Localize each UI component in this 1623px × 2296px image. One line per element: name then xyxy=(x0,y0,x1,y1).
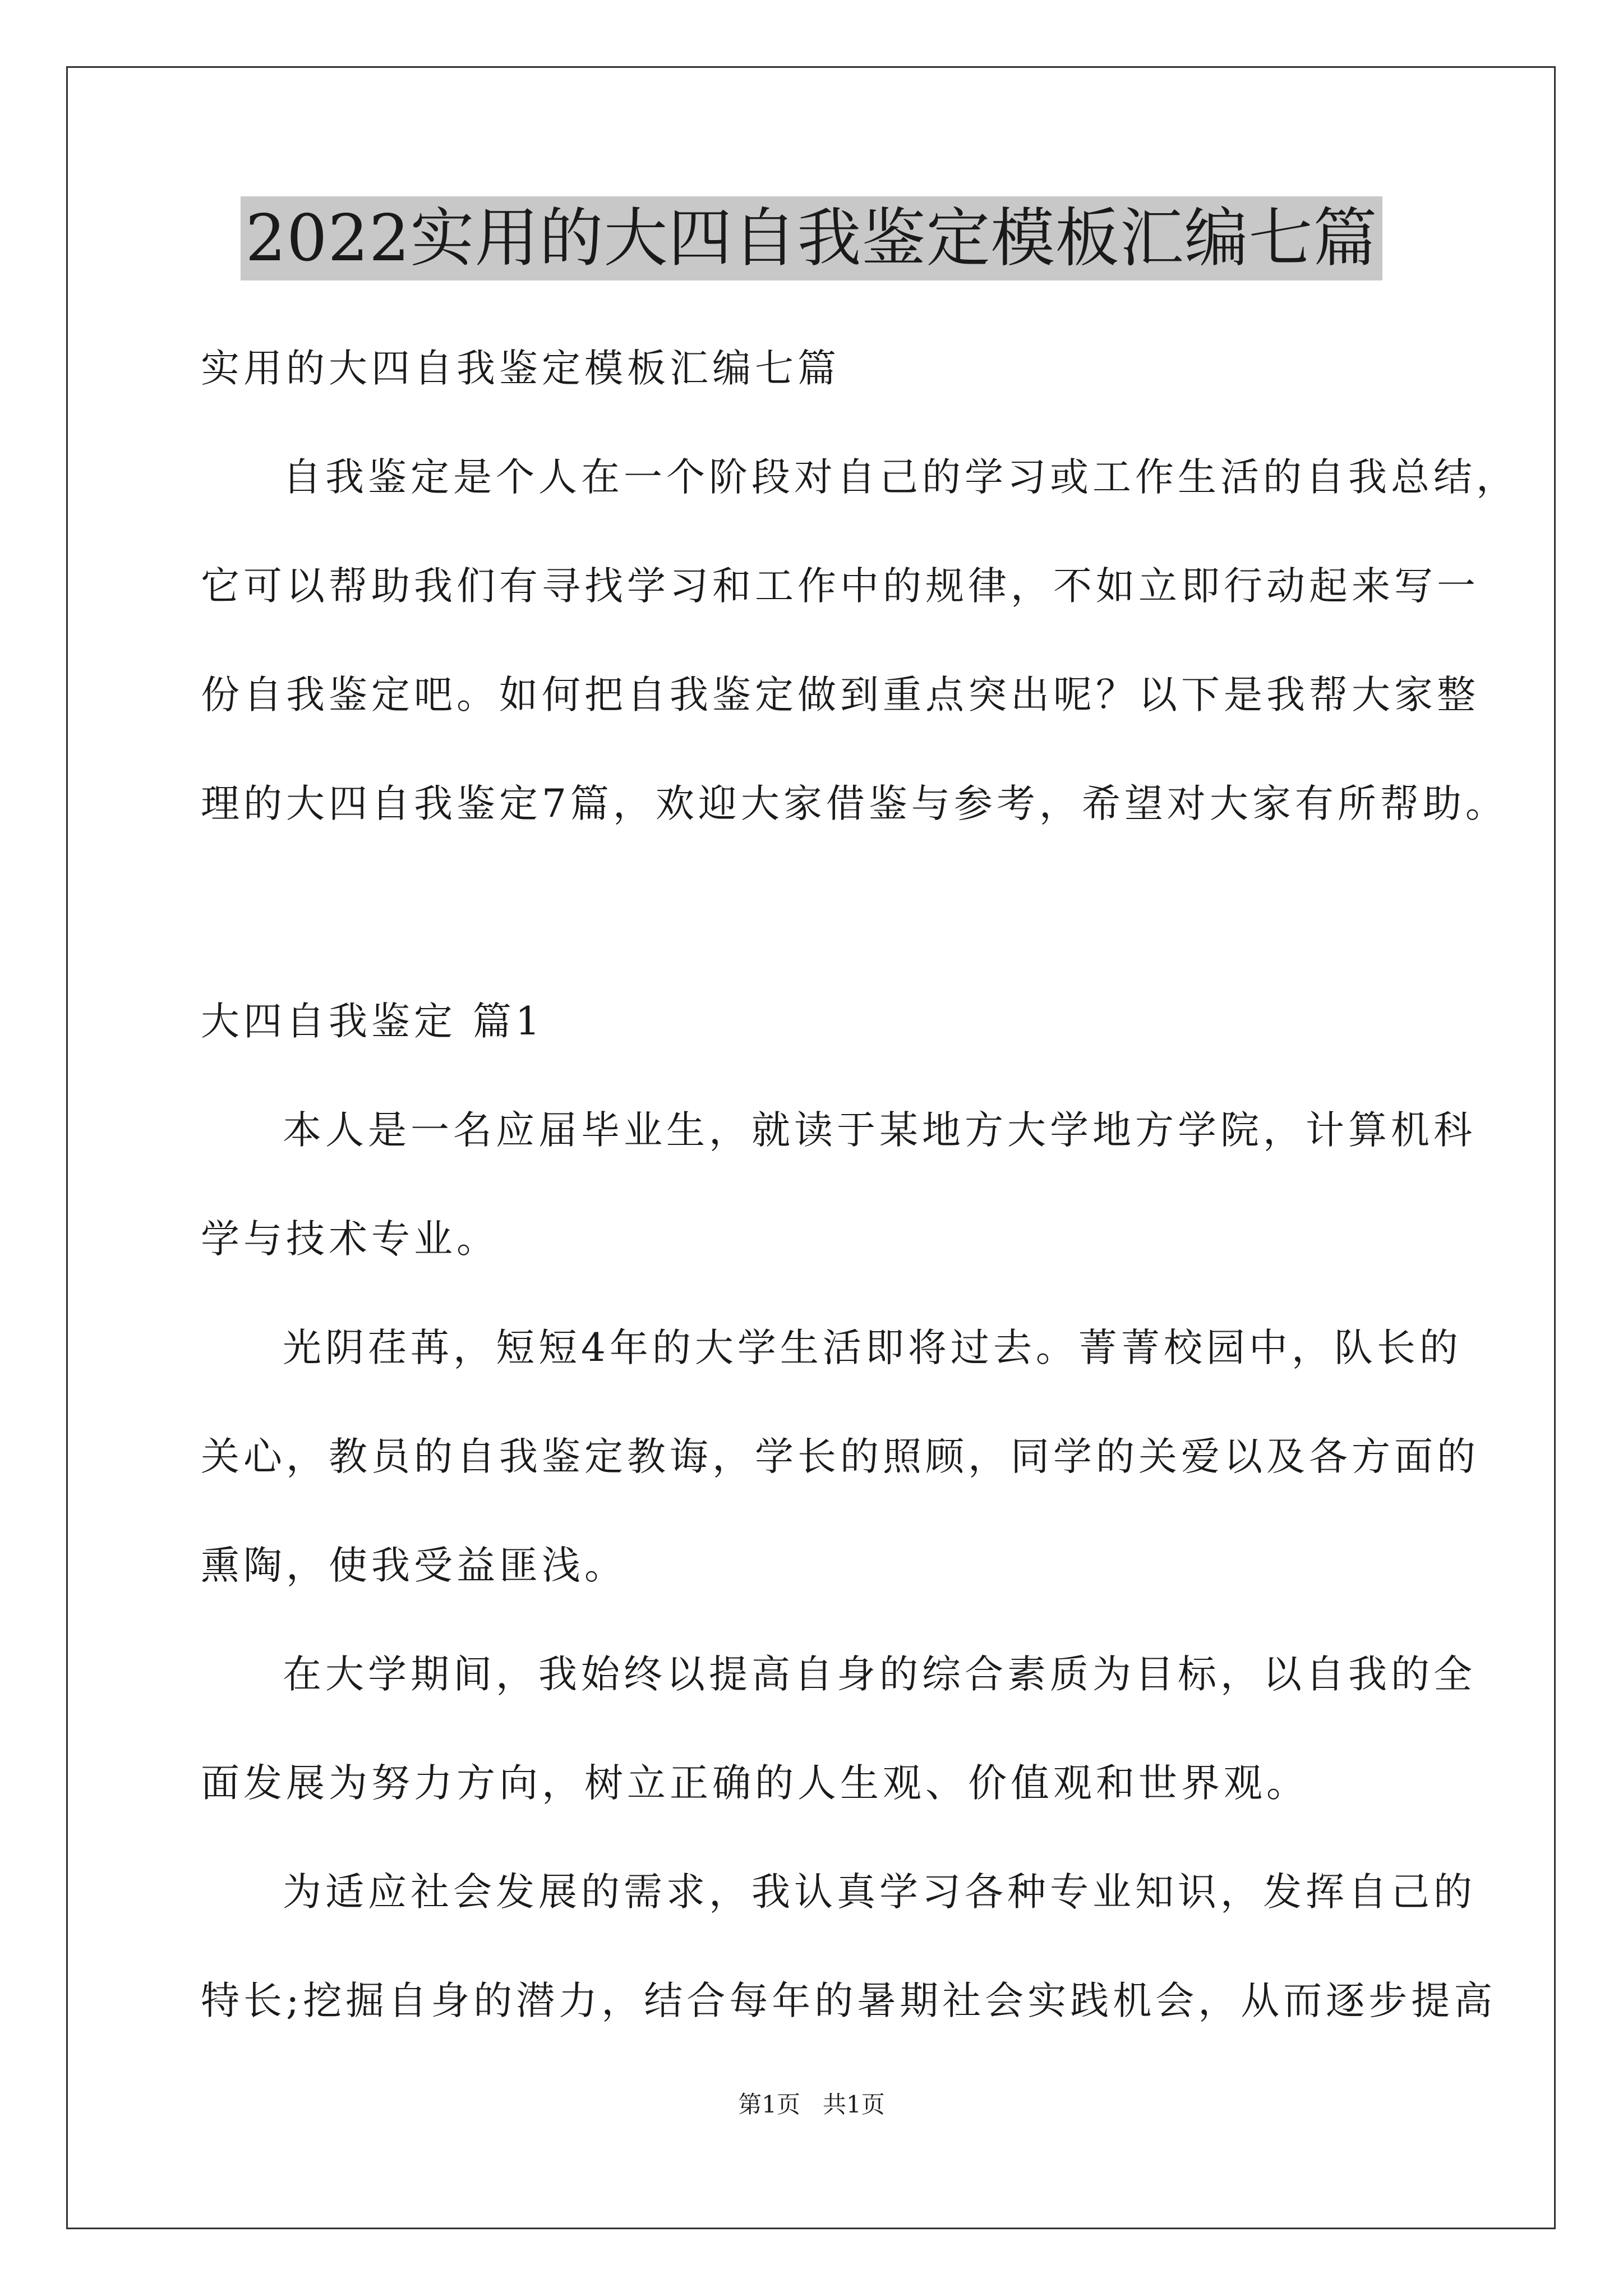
document-body xyxy=(201,314,1519,2055)
text-line: 自我鉴定是个人在一个阶段对自己的学习或工作生活的自我总结， xyxy=(283,455,1519,500)
text-line: 关心，教员的自我鉴定教诲，学长的照顾，同学的关爱以及各方面的 xyxy=(201,1434,1479,1479)
text-line: 实用的大四自我鉴定模板汇编七篇 xyxy=(201,346,840,391)
text-line: 它可以帮助我们有寻找学习和工作中的规律，不如立即行动起来写一 xyxy=(201,564,1479,609)
text-line: 面发展为努力方向，树立正确的人生观、价值观和世界观。 xyxy=(201,1761,1309,1806)
paragraph-gap xyxy=(201,858,1435,967)
document-title: 2022实用的大四自我鉴定模板汇编七篇 xyxy=(241,196,1382,280)
text-line: 本人是一名应届毕业生，就读于某地方大学地方学院，计算机科 xyxy=(283,1108,1476,1153)
text-line: 光阴荏苒，短短4年的大学生活即将过去。菁菁校园中，队长的 xyxy=(283,1326,1462,1370)
text-line: 大四自我鉴定 篇1 xyxy=(201,999,544,1044)
text-line: 特长;挖掘自身的潜力，结合每年的暑期社会实践机会，从而逐步提高 xyxy=(201,1978,1497,2023)
text-line: 份自我鉴定吧。如何把自我鉴定做到重点突出呢？以下是我帮大家整 xyxy=(201,673,1479,717)
text-line: 理的大四自我鉴定7篇，欢迎大家借鉴与参考，希望对大家有所帮助。 xyxy=(201,781,1508,826)
text-line: 在大学期间，我始终以提高自身的综合素质为目标，以自我的全 xyxy=(283,1652,1476,1697)
text-line: 为适应社会发展的需求，我认真学习各种专业知识，发挥自己的 xyxy=(283,1870,1476,1915)
title-container xyxy=(0,196,1623,280)
page-footer: 第1页 共1页 xyxy=(738,2091,885,2118)
text-line: 学与技术专业。 xyxy=(201,1217,499,1262)
text-line: 熏陶，使我受益匪浅。 xyxy=(201,1543,627,1588)
